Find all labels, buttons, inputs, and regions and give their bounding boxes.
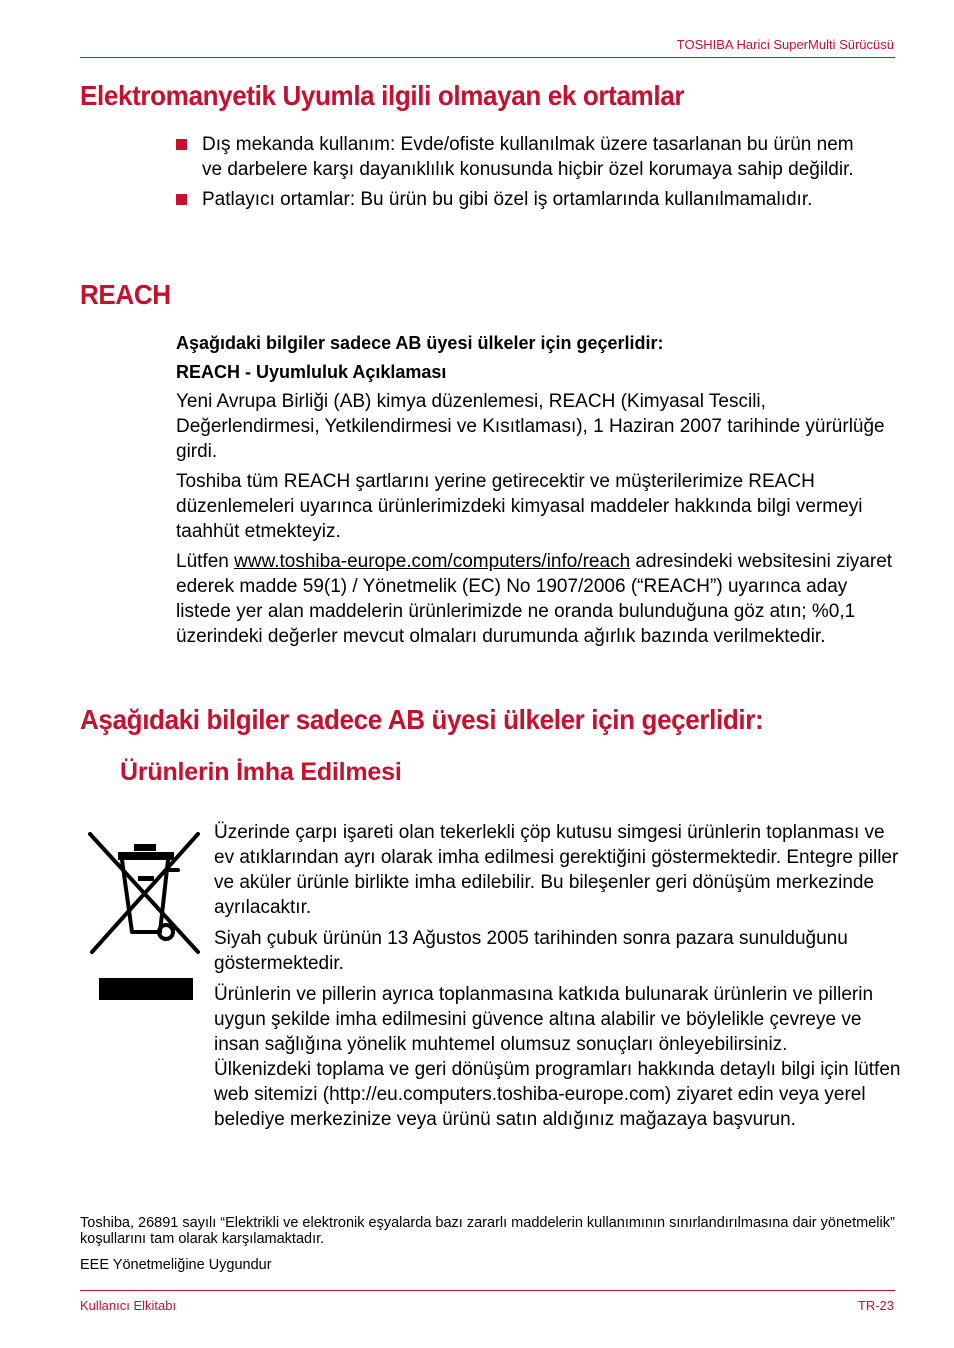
disposal-body bbox=[214, 820, 904, 1132]
bullet-square-icon bbox=[176, 194, 187, 205]
emc-bullet-list bbox=[176, 132, 876, 217]
reach-paragraph: Toshiba tüm REACH şartlarını yerine getirecektir ve müşterilerimize REACH düzenlemeleri uyarınca ürünlerimizdeki kimyasal maddeler hakkında bilgi vermeyi taahhüt etmekteyiz. bbox=[176, 471, 863, 542]
eee-compliance-note: EEE Yönetmeliğine Uygundur bbox=[80, 1257, 272, 1273]
bullet-text: Patlayıcı ortamlar: Bu ürün bu gibi özel iş ortamlarında kullanılmamalıdır. bbox=[202, 189, 813, 210]
reach-paragraph bbox=[176, 549, 896, 649]
list-item bbox=[176, 132, 876, 182]
reach-text: adresindeki websitesini ziyaret ederek madde 59(1) / Yönetmelik (EC) No 1907/2006 (“REACH”) uyarınca aday listede yer alan maddelerin ürünlerimizde ne oranda bulunduğuna göz atın; %0,1 üzerindeki değerler mevcut olmaları durumunda ağırlık bazında verilmektedir. bbox=[176, 551, 893, 647]
section-heading-reach: REACH bbox=[80, 279, 171, 310]
reach-subheading: REACH - Uyumluluk Açıklaması bbox=[176, 362, 447, 382]
section-heading-emc: Elektromanyetik Uyumla ilgili olmayan ek ortamlar bbox=[80, 80, 685, 111]
disposal-paragraph: Siyah çubuk ürünün 13 Ağustos 2005 tarihinden sonra pazara sunulduğunu göstermektedir. bbox=[214, 928, 848, 974]
crossed-out-wheelie-bin-icon bbox=[88, 832, 202, 1000]
page-number: TR-23 bbox=[857, 1298, 894, 1313]
subheading-disposal: Ürünlerin İmha Edilmesi bbox=[120, 758, 402, 786]
bullet-text: Dış mekanda kullanım: Evde/ofiste kullanılmak üzere tasarlanan bu ürün nem ve darbelere karşı dayanıklılık konusunda hiçbir özel korumaya sahip değildir. bbox=[202, 134, 854, 180]
compliance-note: Toshiba, 26891 sayılı “Elektrikli ve elektronik eşyalarda bazı zararlı maddelerin kullanımının sınırlandırılmasına dair yönetmelik” koşullarını tam olarak karşılamaktadır. bbox=[80, 1215, 895, 1247]
disposal-paragraph: Ülkenizdeki toplama ve geri dönüşüm programları hakkında detaylı bilgi için lütfen web sitemizi (http://eu.computers.toshiba-europe.com) ziyaret edin veya yerel belediye merkezinize veya ürünü satın aldığınız mağazaya başvurun. bbox=[214, 1059, 901, 1130]
disposal-paragraph: Üzerinde çarpı işareti olan tekerlekli çöp kutusu simgesi ürünlerin toplanması ve ev atıklarından ayrı olarak imha edilmesi gerektiğini göstermektedir. Entegre piller ve aküler ürünle birlikte imha edilebilir. Bu bileşenler geri dönüşüm merkezinde ayrılacaktır. bbox=[214, 822, 899, 918]
header-rule bbox=[80, 57, 895, 58]
reach-paragraph: Yeni Avrupa Birliği (AB) kimya düzenlemesi, REACH (Kimyasal Tescili, Değerlendirmesi, Yetkilendirmesi ve Kısıtlaması), 1 Haziran 2007 tarihinde yürürlüğe girdi. bbox=[176, 391, 885, 462]
footer-rule bbox=[80, 1290, 895, 1291]
footer-manual-title: Kullanıcı Elkitabı bbox=[80, 1298, 177, 1313]
reach-body bbox=[176, 331, 896, 649]
list-item bbox=[176, 187, 876, 212]
running-header: TOSHIBA Harici SuperMulti Sürücüsü bbox=[676, 37, 894, 52]
section-heading-eu-only: Aşağıdaki bilgiler sadece AB üyesi ülkeler için geçerlidir: bbox=[80, 704, 764, 735]
bullet-square-icon bbox=[176, 139, 187, 150]
reach-text: Lütfen bbox=[176, 551, 235, 572]
disposal-paragraph: Ürünlerin ve pillerin ayrıca toplanmasına katkıda bulunarak ürünlerin ve pillerin uygun şekilde imha edilmesini güvence altına alabilir ve böylelikle çevreye ve insan sağlığına yönelik muhtemel olumsuz sonuçları önleyebilirsiniz. bbox=[214, 984, 874, 1055]
reach-link[interactable]: www.toshiba-europe.com/computers/info/reach bbox=[234, 551, 631, 572]
reach-intro: Aşağıdaki bilgiler sadece AB üyesi ülkeler için geçerlidir: bbox=[176, 333, 664, 353]
